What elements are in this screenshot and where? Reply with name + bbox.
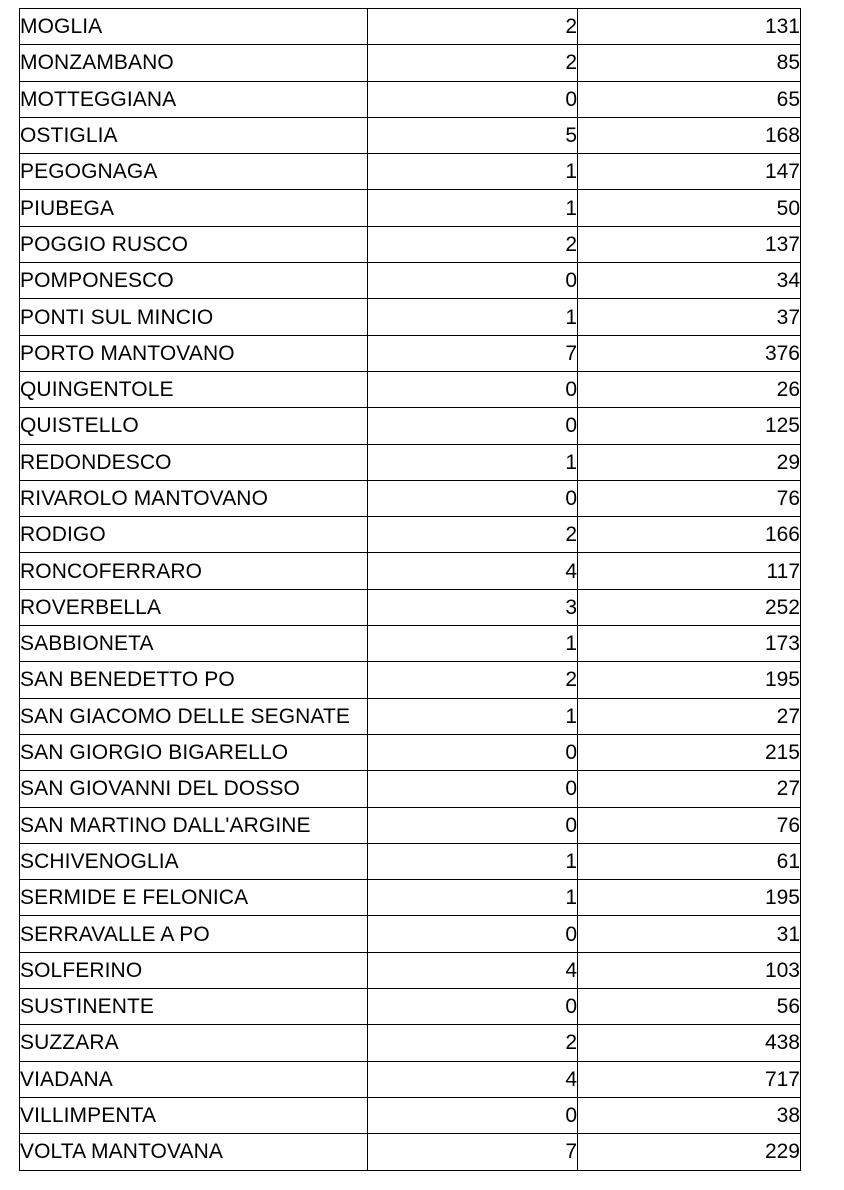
municipality-cell: POMPONESCO xyxy=(20,263,368,299)
municipality-cell: RONCOFERRARO xyxy=(20,553,368,589)
total-cases-cell: 34 xyxy=(578,263,801,299)
total-cases-cell: 50 xyxy=(578,190,801,226)
table-row xyxy=(20,1061,801,1097)
municipality-cell: RIVAROLO MANTOVANO xyxy=(20,480,368,516)
total-cases-cell: 195 xyxy=(578,880,801,916)
total-cases-cell: 29 xyxy=(578,444,801,480)
table-row xyxy=(20,444,801,480)
new-cases-cell: 4 xyxy=(368,1061,578,1097)
table-row xyxy=(20,952,801,988)
new-cases-cell: 1 xyxy=(368,843,578,879)
table-row xyxy=(20,408,801,444)
new-cases-cell: 0 xyxy=(368,81,578,117)
new-cases-cell: 0 xyxy=(368,263,578,299)
table-row xyxy=(20,734,801,770)
total-cases-cell: 252 xyxy=(578,589,801,625)
municipality-cell: SCHIVENOGLIA xyxy=(20,843,368,879)
municipality-cell: SAN GIOVANNI DEL DOSSO xyxy=(20,771,368,807)
municipality-cell: SAN GIORGIO BIGARELLO xyxy=(20,734,368,770)
municipality-cell: QUISTELLO xyxy=(20,408,368,444)
total-cases-cell: 137 xyxy=(578,226,801,262)
table-row xyxy=(20,45,801,81)
table-row xyxy=(20,771,801,807)
municipality-cell: PEGOGNAGA xyxy=(20,154,368,190)
total-cases-cell: 376 xyxy=(578,335,801,371)
municipality-cell: SAN BENEDETTO PO xyxy=(20,662,368,698)
municipality-cell: MONZAMBANO xyxy=(20,45,368,81)
new-cases-cell: 0 xyxy=(368,480,578,516)
total-cases-cell: 26 xyxy=(578,371,801,407)
municipality-cell: SAN GIACOMO DELLE SEGNATE xyxy=(20,698,368,734)
table-row xyxy=(20,843,801,879)
new-cases-cell: 2 xyxy=(368,9,578,45)
total-cases-cell: 27 xyxy=(578,698,801,734)
municipality-cell: OSTIGLIA xyxy=(20,117,368,153)
new-cases-cell: 0 xyxy=(368,734,578,770)
table-row xyxy=(20,553,801,589)
total-cases-cell: 195 xyxy=(578,662,801,698)
total-cases-cell: 166 xyxy=(578,517,801,553)
new-cases-cell: 1 xyxy=(368,626,578,662)
municipality-cell: VIADANA xyxy=(20,1061,368,1097)
table-row xyxy=(20,117,801,153)
table-row xyxy=(20,989,801,1025)
data-table-container xyxy=(19,8,801,1171)
municipality-cell: VILLIMPENTA xyxy=(20,1097,368,1133)
table-row xyxy=(20,916,801,952)
table-row xyxy=(20,371,801,407)
total-cases-cell: 215 xyxy=(578,734,801,770)
new-cases-cell: 4 xyxy=(368,553,578,589)
total-cases-cell: 37 xyxy=(578,299,801,335)
table-row xyxy=(20,81,801,117)
table-row xyxy=(20,154,801,190)
new-cases-cell: 1 xyxy=(368,698,578,734)
municipality-cell: VOLTA MANTOVANA xyxy=(20,1134,368,1170)
new-cases-cell: 2 xyxy=(368,662,578,698)
municipality-cell: MOTTEGGIANA xyxy=(20,81,368,117)
table-row xyxy=(20,190,801,226)
municipality-cell: QUINGENTOLE xyxy=(20,371,368,407)
new-cases-cell: 0 xyxy=(368,408,578,444)
municipality-cell: POGGIO RUSCO xyxy=(20,226,368,262)
total-cases-cell: 31 xyxy=(578,916,801,952)
table-row xyxy=(20,517,801,553)
municipality-cell: PORTO MANTOVANO xyxy=(20,335,368,371)
table-row xyxy=(20,807,801,843)
total-cases-cell: 229 xyxy=(578,1134,801,1170)
table-row xyxy=(20,299,801,335)
new-cases-cell: 4 xyxy=(368,952,578,988)
new-cases-cell: 0 xyxy=(368,771,578,807)
new-cases-cell: 0 xyxy=(368,1097,578,1133)
new-cases-cell: 0 xyxy=(368,989,578,1025)
table-row xyxy=(20,263,801,299)
total-cases-cell: 38 xyxy=(578,1097,801,1133)
municipality-cell: SUSTINENTE xyxy=(20,989,368,1025)
municipality-cell: REDONDESCO xyxy=(20,444,368,480)
new-cases-cell: 1 xyxy=(368,154,578,190)
total-cases-cell: 131 xyxy=(578,9,801,45)
municipality-cell: SERRAVALLE A PO xyxy=(20,916,368,952)
municipality-cell: PONTI SUL MINCIO xyxy=(20,299,368,335)
municipality-cases-table xyxy=(19,8,801,1171)
new-cases-cell: 2 xyxy=(368,1025,578,1061)
table-row xyxy=(20,1134,801,1170)
new-cases-cell: 1 xyxy=(368,299,578,335)
new-cases-cell: 3 xyxy=(368,589,578,625)
new-cases-cell: 1 xyxy=(368,190,578,226)
municipality-cell: SABBIONETA xyxy=(20,626,368,662)
municipality-cell: MOGLIA xyxy=(20,9,368,45)
table-row xyxy=(20,589,801,625)
municipality-cell: RODIGO xyxy=(20,517,368,553)
total-cases-cell: 27 xyxy=(578,771,801,807)
table-body xyxy=(20,9,801,1171)
total-cases-cell: 717 xyxy=(578,1061,801,1097)
municipality-cell: SAN MARTINO DALL'ARGINE xyxy=(20,807,368,843)
total-cases-cell: 65 xyxy=(578,81,801,117)
table-row xyxy=(20,1025,801,1061)
total-cases-cell: 173 xyxy=(578,626,801,662)
table-row xyxy=(20,335,801,371)
total-cases-cell: 147 xyxy=(578,154,801,190)
total-cases-cell: 438 xyxy=(578,1025,801,1061)
new-cases-cell: 2 xyxy=(368,226,578,262)
total-cases-cell: 117 xyxy=(578,553,801,589)
new-cases-cell: 0 xyxy=(368,916,578,952)
new-cases-cell: 1 xyxy=(368,880,578,916)
municipality-cell: SOLFERINO xyxy=(20,952,368,988)
new-cases-cell: 0 xyxy=(368,371,578,407)
new-cases-cell: 7 xyxy=(368,335,578,371)
total-cases-cell: 76 xyxy=(578,480,801,516)
total-cases-cell: 56 xyxy=(578,989,801,1025)
total-cases-cell: 85 xyxy=(578,45,801,81)
new-cases-cell: 2 xyxy=(368,517,578,553)
total-cases-cell: 125 xyxy=(578,408,801,444)
new-cases-cell: 5 xyxy=(368,117,578,153)
table-row xyxy=(20,626,801,662)
municipality-cell: SUZZARA xyxy=(20,1025,368,1061)
table-row xyxy=(20,662,801,698)
new-cases-cell: 1 xyxy=(368,444,578,480)
municipality-cell: SERMIDE E FELONICA xyxy=(20,880,368,916)
new-cases-cell: 7 xyxy=(368,1134,578,1170)
municipality-cell: ROVERBELLA xyxy=(20,589,368,625)
table-row xyxy=(20,698,801,734)
table-row xyxy=(20,9,801,45)
total-cases-cell: 61 xyxy=(578,843,801,879)
total-cases-cell: 103 xyxy=(578,952,801,988)
table-row xyxy=(20,880,801,916)
table-row xyxy=(20,480,801,516)
municipality-cell: PIUBEGA xyxy=(20,190,368,226)
total-cases-cell: 76 xyxy=(578,807,801,843)
table-row xyxy=(20,1097,801,1133)
total-cases-cell: 168 xyxy=(578,117,801,153)
new-cases-cell: 2 xyxy=(368,45,578,81)
new-cases-cell: 0 xyxy=(368,807,578,843)
table-row xyxy=(20,226,801,262)
